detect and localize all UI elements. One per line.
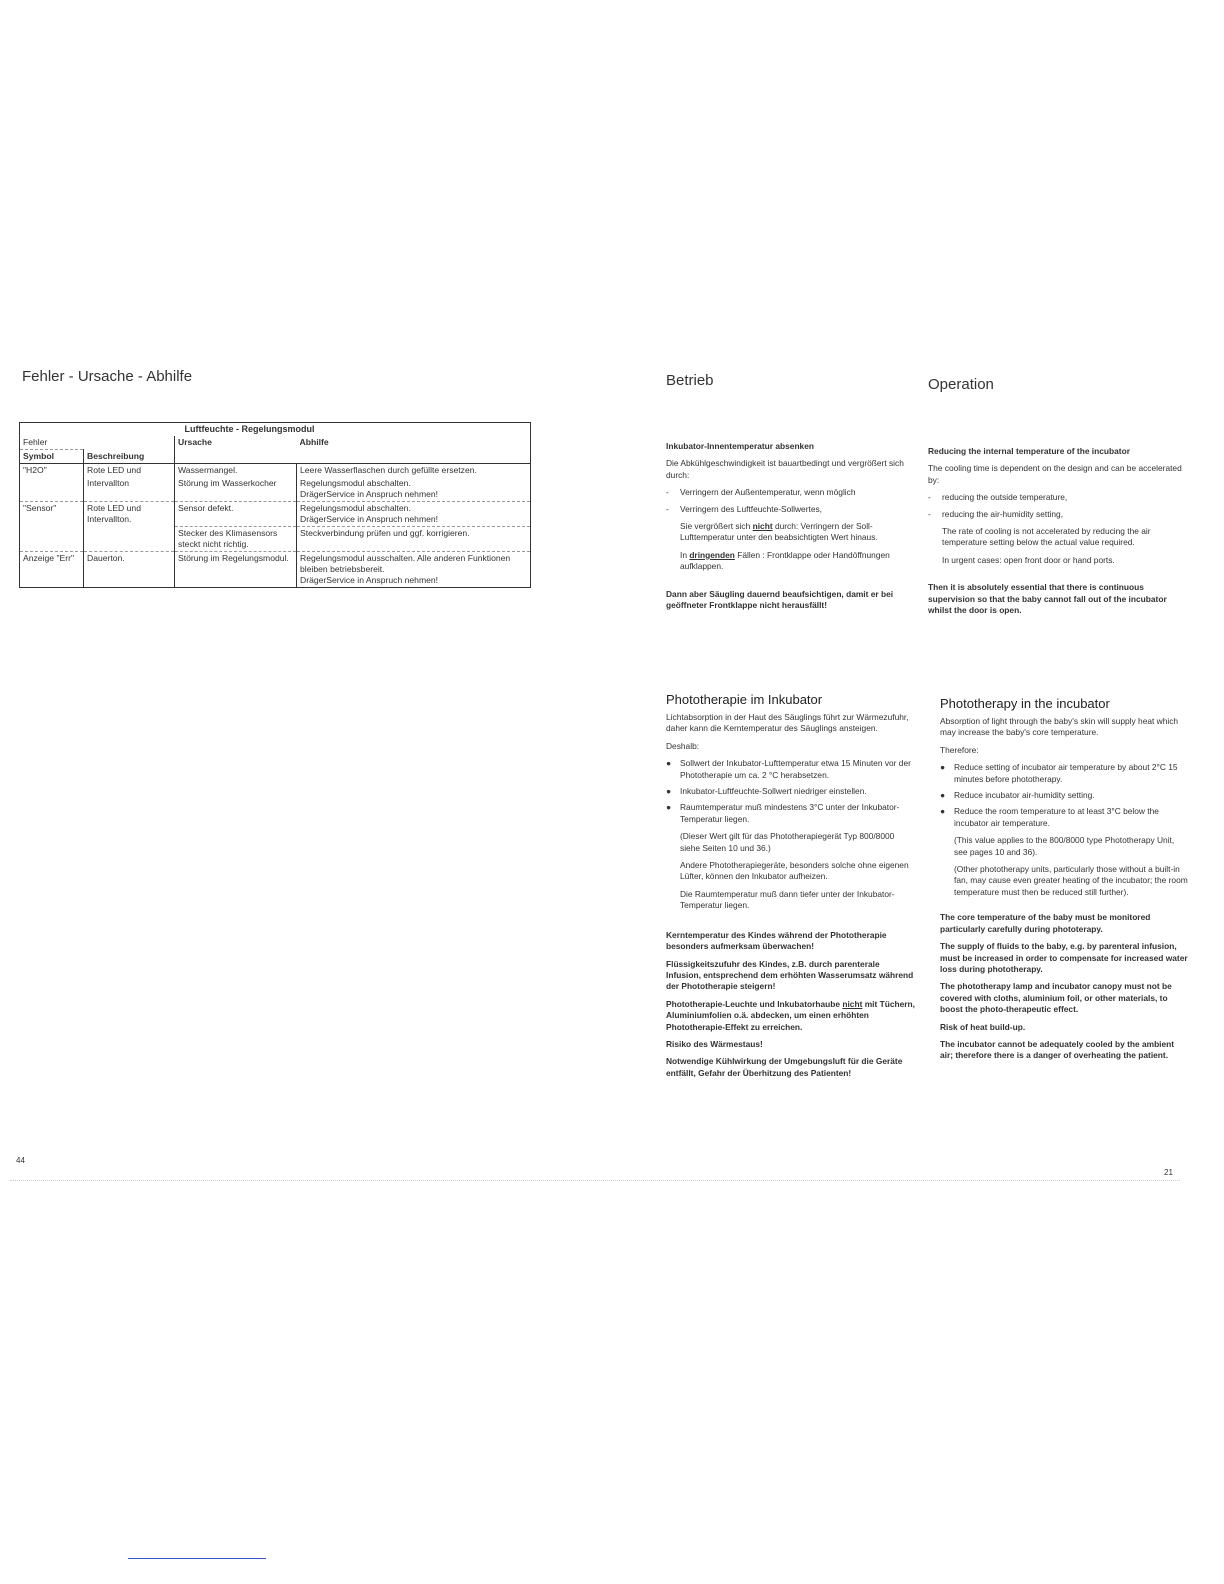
cell-symbol: "Sensor" [20, 502, 84, 527]
en-photo-note1: (This value applies to the 800/8000 type Phototherapy Unit, see pages 10 and 36). [954, 835, 1175, 857]
cell-ursache: Wassermangel. [175, 464, 297, 478]
de-photo-intro: Lichtabsorption in der Haut des Säuglings führt zur Wärmezufuhr, daher kann die Kerntemperatur des Säuglings ansteigen. [666, 712, 909, 734]
list-item: ● Raumtemperatur muß mindestens 3°C unter der Inkubator-Temperatur liegen. [666, 802, 900, 824]
en-photo-warning2: The supply of fluids to the baby, e.g. by parenteral infusion, must be increased in order to compensate for increased water loss during phototherapy. [940, 941, 1188, 974]
de-photo-note1: (Dieser Wert gilt für das Phototherapiegerät Typ 800/8000 siehe Seiten 10 und 36.) [680, 831, 895, 853]
cell-abhilfe: Steckverbindung prüfen und ggf. korrigieren. [297, 527, 531, 552]
dot-bullet: ● [666, 786, 672, 797]
en-photo-intro: Absorption of light through the baby's skin will supply heat which may increase the baby's core temperature. [940, 716, 1179, 738]
table-row [20, 477, 531, 502]
table-row [20, 502, 531, 527]
cell-ursache: Störung im Regelungsmodul. [175, 552, 297, 588]
list-item: ● Reduce incubator air-humidity setting. [940, 790, 1095, 801]
table-row [20, 527, 531, 552]
de-photo-warning4: Risiko des Wärmestaus! [666, 1038, 763, 1049]
right-page-number: 21 [1164, 1168, 1173, 1177]
cell-symbol: "H2O" [23, 465, 47, 475]
dash-bullet: - [666, 487, 669, 498]
cell-symbol [20, 527, 84, 552]
en-photo-note2: (Other phototherapy units, particularly those without a built-in fan, may cause even greater heating of the incubator; the room temperature must then be reduced still further). [954, 864, 1188, 897]
dot-bullet: ● [940, 790, 946, 801]
en-cooling-intro: The cooling time is dependent on the design and can be accelerated by: [928, 463, 1182, 485]
de-cooling-intro: Die Abkühlgeschwindigkeit ist bauartbedingt und vergrößert sich durch: [666, 458, 904, 480]
left-page-heading: Fehler - Ursache - Abhilfe [22, 368, 193, 385]
de-photo-note3: Die Raumtemperatur muß dann tiefer unter der Inkubator-Temperatur liegen. [680, 888, 895, 911]
cell-beschreibung: Rote LED und [84, 464, 175, 478]
table-row [20, 552, 531, 588]
list-item: ● Reduce the room temperature to at least 3°C below the incubator air temperature. [940, 806, 1159, 828]
en-cooling-title: Reducing the internal temperature of the incubator [928, 446, 1130, 456]
cell-ursache: Stecker des Klimasensors steckt nicht richtig. [175, 527, 297, 552]
operation-heading: Operation [928, 376, 994, 393]
cell-beschreibung [84, 527, 175, 552]
de-photo-warning2: Flüssigkeitszufuhr des Kindes, z.B. durch parenterale Infusion, entsprechend dem erhöhten Wasserumsatz während der Phototherapie steigern! [666, 958, 914, 992]
dot-bullet: ● [940, 806, 946, 817]
en-cooling-urgent: In urgent cases: open front door or hand ports. [942, 554, 1115, 565]
cell-symbol: Anzeige "Err" [20, 552, 84, 588]
en-cooling-note: The rate of cooling is not accelerated by reducing the air temperature setting below the actual value required. [942, 526, 1151, 548]
en-photo-therefore: Therefore: [940, 744, 979, 755]
dot-bullet: ● [666, 802, 672, 813]
de-section-cooling [666, 441, 916, 617]
de-section-phototherapy [666, 712, 916, 1085]
header-abhilfe: Abhilfe [299, 437, 329, 447]
cell-ursache: Sensor defekt. [175, 502, 297, 527]
en-cooling-warning: Then it is absolutely essential that there is continuous supervision so that the baby cannot fall out of the incubator whilst the door is open. [928, 582, 1167, 616]
de-phototherapy-title: Phototherapie im Inkubator [666, 692, 823, 707]
header-beschreibung: Beschreibung [84, 450, 175, 464]
fault-table [19, 422, 531, 588]
list-item: ● Inkubator-Luftfeuchte-Sollwert niedriger einstellen. [666, 786, 867, 797]
cell-symbol [20, 477, 84, 502]
scan-artifact-line [10, 1180, 1180, 1181]
de-photo-warning1: Kerntemperatur des Kindes während der Phototherapie besonders aufmerksam überwachen! [666, 929, 887, 952]
en-photo-warning3: The phototherapy lamp and incubator canopy must not be covered with cloths, aluminium foil, or other materials, to boost the photo-therapeutic effect. [940, 981, 1172, 1015]
cell-ursache: Störung im Wasserkocher [175, 477, 297, 502]
dash-bullet: - [928, 492, 931, 503]
en-photo-warning5: The incubator cannot be adequately cooled by the ambient air; therefore there is a danger of overheating the patient. [940, 1038, 1175, 1061]
list-item: - reducing the outside temperature, [928, 492, 1068, 503]
en-phototherapy-title: Phototherapy in the incubator [940, 696, 1110, 711]
header-fehler: Fehler [23, 437, 48, 447]
dot-bullet: ● [666, 758, 672, 769]
de-photo-list [666, 758, 916, 825]
en-photo-warning1: The core temperature of the baby must be monitored particularly carefully during phototerapy. [940, 912, 1151, 934]
en-cooling-list [928, 492, 1186, 520]
table-row [20, 464, 531, 478]
en-section-phototherapy [940, 716, 1188, 1068]
de-photo-warning5: Notwendige Kühlwirkung der Umgebungsluft für die Geräte entfällt, Gefahr der Überhitzung des Patienten! [666, 1056, 903, 1078]
cell-beschreibung: Rote LED und Intervallton. [84, 502, 175, 527]
de-cooling-urgent: In dringenden Fällen : Frontklappe oder Handöffnungen aufklappen. [680, 549, 890, 572]
cell-abhilfe: Leere Wasserflaschen durch gefüllte ersetzen. [297, 464, 531, 478]
de-photo-therefore: Deshalb: [666, 740, 700, 751]
de-cooling-list [666, 487, 916, 515]
list-item: ● Reduce setting of incubator air temperature by about 2°C 15 minutes before phototherapy. [940, 762, 1178, 784]
de-cooling-title: Inkubator-Innentemperatur absenken [666, 441, 814, 451]
cell-beschreibung: Dauerton. [84, 552, 175, 588]
list-item: ● Sollwert der Inkubator-Lufttemperatur etwa 15 Minuten vor der Phototherapie um ca. 2 °C herabsetzen. [666, 758, 911, 780]
header-ursache: Ursache [175, 436, 297, 450]
cell-abhilfe: Regelungsmodul abschalten. DrägerService in Anspruch nehmen! [297, 477, 531, 502]
de-photo-note2: Andere Phototherapiegeräte, besonders solche ohne eigenen Lüfter, können den Inkubator aufheizen. [680, 860, 909, 882]
en-photo-warning4: Risk of heat build-up. [940, 1021, 1026, 1032]
dash-bullet: - [928, 508, 931, 519]
dash-bullet: - [666, 503, 669, 514]
header-symbol: Symbol [20, 450, 84, 464]
de-photo-warning3: Phototherapie-Leuchte und Inkubatorhaube nicht mit Tüchern, Aluminiumfolien o.ä. abdecken, um einen erhöhten Phototherapie-Effekt zu erreichen. [666, 998, 915, 1032]
en-section-cooling [928, 446, 1186, 622]
cell-beschreibung: Intervallton [84, 477, 175, 502]
dot-bullet: ● [940, 762, 946, 773]
list-item: - Verringern der Außentemperatur, wenn möglich [666, 487, 856, 498]
de-cooling-warning: Dann aber Säugling dauernd beaufsichtigen, damit er bei geöffneter Frontklappe nicht herausfällt! [666, 588, 894, 611]
fault-table-container [19, 422, 531, 588]
de-cooling-note: Sie vergrößert sich nicht durch: Verringern der Soll- Lufttemperatur unter den beabsichtigten Wert hinaus. [680, 521, 878, 543]
table-title: Luftfeuchte - Regelungsmodul [184, 424, 315, 434]
list-item: - Verringern des Luftfeuchte-Sollwertes, [666, 503, 822, 514]
left-page-number: 44 [16, 1156, 25, 1165]
cell-abhilfe: Regelungsmodul ausschalten. Alle anderen Funktionen bleiben betriebsbereit. DrägerService in Anspruch nehmen! [297, 552, 531, 588]
blue-rule [128, 1558, 266, 1559]
list-item: - reducing the air-humidity setting, [928, 508, 1064, 519]
cell-abhilfe: Regelungsmodul abschalten. DrägerService in Anspruch nehmen! [297, 502, 531, 527]
en-photo-list [940, 762, 1188, 829]
betrieb-heading: Betrieb [666, 372, 714, 389]
